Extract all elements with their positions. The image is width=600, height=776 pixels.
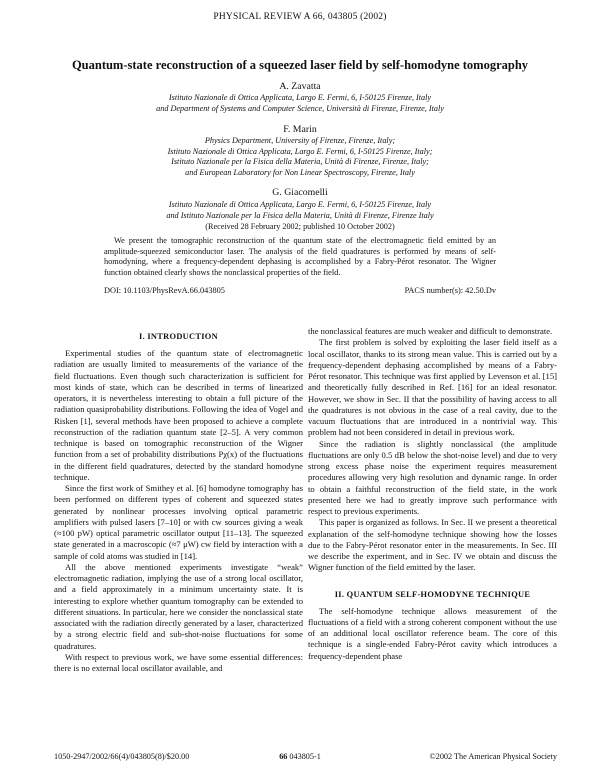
author-name: G. Giacomelli (272, 187, 328, 198)
affiliation-line: Istituto Nazionale per la Fisica della Materia, Unità di Firenze, Firenze, Italy; (171, 157, 429, 167)
paragraph: Experimental studies of the quantum state of electromagnetic radiation are usually limited to measurements of the variance of the field fluctuations. Even though such characterization is sufficient for most kinds of state, which can be described in terms of linearized operators, it is nevertheless interesting to obtain a full picture of the radiation quasiprobability distributions. Following the idea of Vogel and Risken [1], several methods have been proposed to achieve a complete reconstruction of the radiation quantum state [2–5]. A very common technique is based on tomographic reconstruction of the Wigner function from a set of probability distributions Pχ(x) of the fluctuations in the different field quadratures, detected by the standard homodyne technique. (54, 348, 303, 482)
abstract-text: We present the tomographic reconstruction of the quantum state of the electromagnetic field emitted by an amplitude-squeezed semiconductor laser. The analysis of the field quadratures is performed by means of self-homodyning, where a frequency-dependent dephasing is accomplished by a Fabry-Pérot resonator. The Wigner function obtained clearly shows the nonclassical properties of the field. (104, 236, 496, 277)
paragraph: This paper is organized as follows. In Sec. II we present a theoretical explanation of the self-homodyne technique showing how the losses due to the Fabry-Pérot resonator enter in the measurements. In Sec. III we describe the experiment, and in Sec. IV we obtain and discuss the Wigner function of the field emitted by the laser. (308, 517, 557, 573)
abstract (104, 236, 496, 278)
author-name: A. Zavatta (279, 81, 321, 92)
author-affiliation (40, 136, 560, 178)
paragraph: the nonclassical features are much weaker and difficult to demonstrate. (308, 326, 553, 336)
author-affiliation (40, 93, 560, 114)
paragraph: The first problem is solved by exploiting the laser field itself as a local oscillator, thanks to its strong mean value. This is carried out by a frequency-dependent dephasing accomplished by means of a Fabry-Pérot resonator. This technique was first applied by Levenson et al. [15] and theoretically fully described in Ref. [16] for an ideal resonator. However, we show in Sec. II that the possibility of having access to all the quadratures is not obvious in the case of a real cavity, due to the vacuum fluctuations that are introduced in a nontrivial way. This problem had not been considered in detail in previous work. (308, 337, 557, 438)
footer-article: 043805-1 (289, 752, 321, 761)
paragraph: Since the radiation is slightly nonclassical (the amplitude fluctuations are only 0.5 dB below the shot-noise level) and due to very strong excess phase noise the experiment requires measurement procedures allowing very high resolution and dynamic range. In order to obtain a faithful reconstruction of the field state, in the work presented here we had to greatly improve such performance with respect to previous experiments. (308, 438, 557, 516)
affiliation-line: and Istituto Nazionale per la Fisica della Materia, Unità di Firenze, Firenze Italy (166, 210, 434, 220)
paper-title: Quantum-state reconstruction of a squeezed laser field by self-homodyne tomography (71, 58, 529, 72)
affiliation-line: Istituto Nazionale di Ottica Applicata, Largo E. Fermi, 6, I-50125 Firenze, Italy; (167, 146, 433, 156)
section-heading: I. INTRODUCTION (139, 332, 218, 341)
footer-copyright: ©2002 The American Physical Society (429, 752, 557, 761)
doi: DOI: 10.1103/PhysRevA.66.043805 (104, 286, 225, 295)
affiliation-line: Physics Department, University of Firenze, Firenze, Italy; (204, 136, 396, 145)
affiliation-line: Istituto Nazionale di Ottica Applicata, Largo E. Fermi, 6, I-50125 Firenze, Italy (168, 93, 432, 102)
author-affiliation (40, 200, 560, 221)
section-heading: II. QUANTUM SELF-HOMODYNE TECHNIQUE (334, 589, 531, 599)
footer-volume: 66 (279, 752, 288, 761)
left-column (54, 326, 303, 674)
journal-header: PHYSICAL REVIEW A 66, 043805 (2002) (213, 12, 387, 22)
affiliation-line: Istituto Nazionale di Ottica Applicata, Largo E. Fermi, 6, I-50125 Firenze, Italy (168, 200, 432, 209)
affiliation-line: and European Laboratory for Non Linear Spectroscopy, Firenze, Italy (185, 167, 415, 177)
received-dates: (Received 28 February 2002; published 10 October 2002) (205, 222, 395, 231)
paragraph: Since the first work of Smithey et al. [6] homodyne tomography has been performed on different types of coherent and squeezed states generated by nonlinear processes involving optical parametric amplifiers with pulsed lasers [7–10] or with cw sources giving a weak (≈100 pW) optical parametric oscillator output [11–13]. The squeezed state generated in a macroscopic (≈7 μW) cw field by interaction with a sample of cold atoms was studied in [14]. (54, 483, 303, 561)
pacs-numbers: PACS number(s): 42.50.Dv (404, 286, 496, 295)
paragraph: The self-homodyne technique allows measurement of the fluctuations of a field with a strong coherent component without the use of an additional local oscillator reference beam. The core of this technique is a single-ended Fabry-Pérot cavity which introduces a frequency-dependent phase (308, 605, 557, 661)
affiliation-line: and Department of Systems and Computer Science, Università di Firenze, Firenze, Italy (156, 103, 444, 113)
footer-code: 1050-2947/2002/66(4)/043805(8)/$20.00 (54, 752, 190, 761)
paragraph: All the above mentioned experiments investigate “weak” electromagnetic radiation, implying the use of a strong local oscillator, and a field approximately in a minimum uncertainty state. It is interesting to explore whether quantum tomography can be extended to different situations. In particular, here we consider the nonclassical state associated with the radiation directly generated by a laser, characterized by a strong electric field and sub-shot-noise fluctuations for some quadratures. (54, 561, 303, 651)
author-name: F. Marin (283, 124, 317, 135)
paragraph: With respect to previous work, we have some essential differences: there is no external local oscillator available, and (54, 651, 303, 673)
right-column (308, 326, 557, 662)
